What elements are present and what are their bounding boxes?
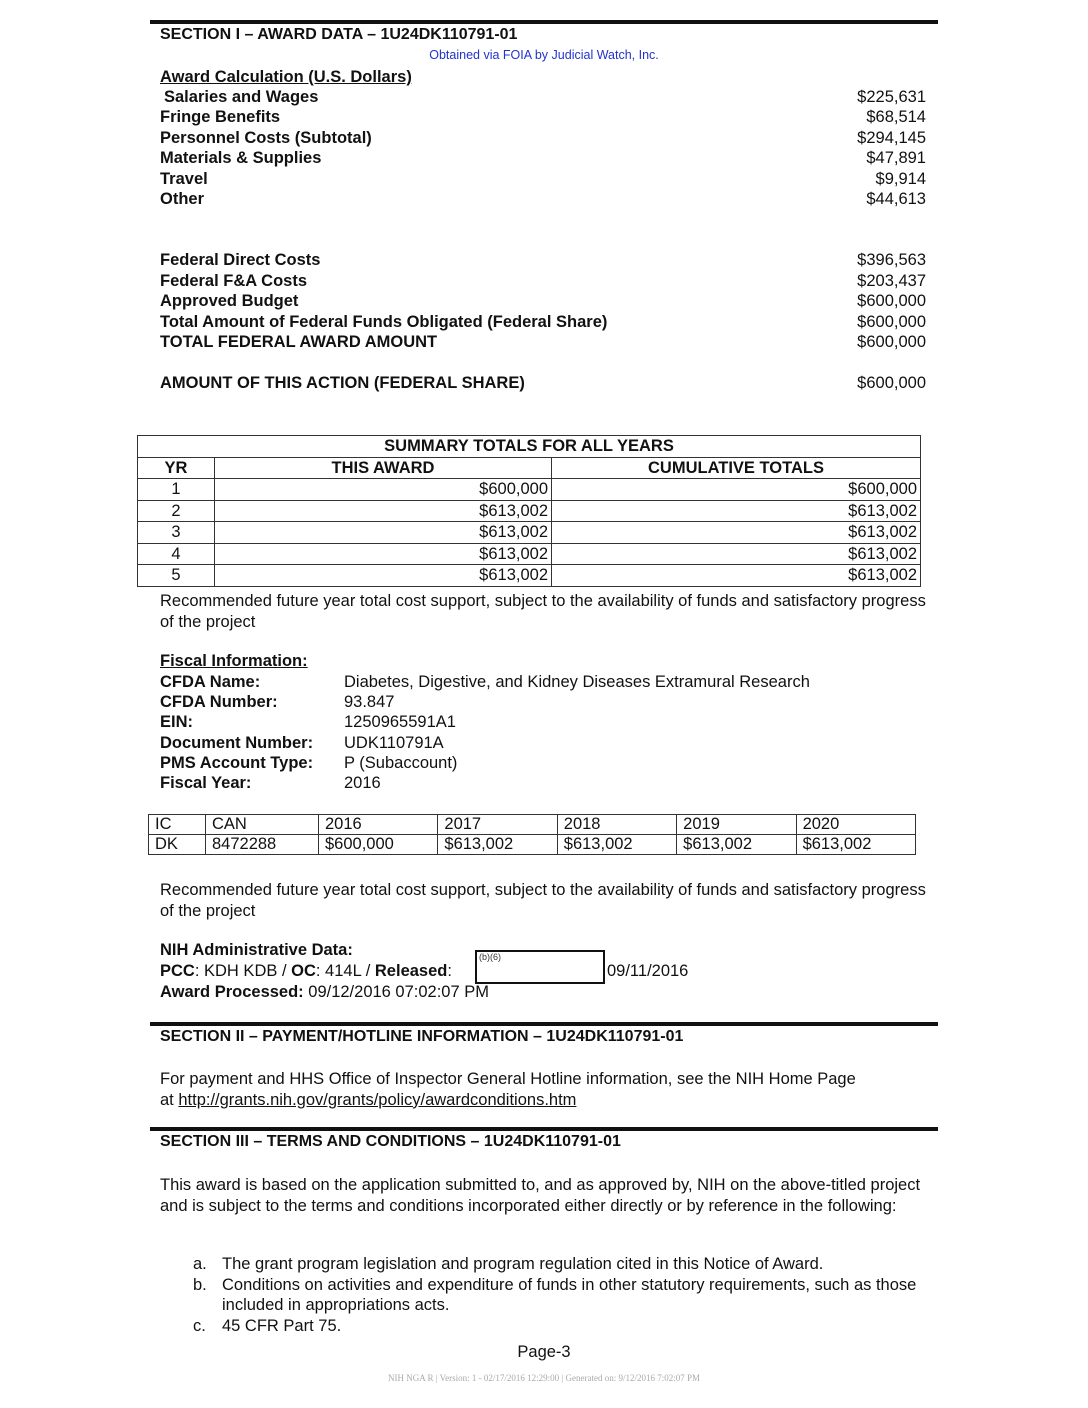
table-row bbox=[138, 543, 921, 565]
this-award-cell: $613,002 bbox=[215, 543, 552, 565]
line-label: Materials & Supplies bbox=[160, 149, 322, 167]
payment-at: at bbox=[160, 1090, 179, 1109]
col-header: 2017 bbox=[438, 815, 557, 835]
fiscal-value: 1250965591A1 bbox=[344, 713, 456, 731]
total-label: Total Amount of Federal Funds Obligated (Federal Share) bbox=[160, 313, 608, 331]
table-row bbox=[149, 835, 916, 855]
list-marker: a. bbox=[193, 1255, 207, 1273]
cell: $613,002 bbox=[796, 835, 915, 855]
cell: 8472288 bbox=[206, 835, 319, 855]
line-label: Travel bbox=[160, 170, 208, 188]
section-divider bbox=[150, 1022, 938, 1026]
col-header: 2016 bbox=[319, 815, 438, 835]
processed-value: 09/12/2016 07:02:07 PM bbox=[303, 983, 489, 1001]
payment-text: For payment and HHS Office of Inspector General Hotline information, see the NIH Home Page bbox=[160, 1070, 856, 1088]
col-header: CUMULATIVE TOTALS bbox=[552, 457, 921, 479]
fiscal-value: Diabetes, Digestive, and Kidney Diseases Extramural Research bbox=[344, 673, 810, 691]
can-note: Recommended future year total cost support, subject to the availability of funds and satisfactory progress of the project bbox=[160, 881, 926, 920]
action-label: AMOUNT OF THIS ACTION (FEDERAL SHARE) bbox=[160, 374, 525, 392]
col-header: 2019 bbox=[677, 815, 796, 835]
total-value: $396,563 bbox=[857, 251, 926, 269]
line-value: $9,914 bbox=[875, 170, 926, 188]
total-value: $600,000 bbox=[857, 292, 926, 310]
line-value: $294,145 bbox=[857, 129, 926, 147]
cell: $613,002 bbox=[557, 835, 676, 855]
col-header: YR bbox=[138, 457, 215, 479]
fiscal-label: CFDA Number: bbox=[160, 693, 278, 711]
total-label: Federal Direct Costs bbox=[160, 251, 321, 269]
cell: $600,000 bbox=[319, 835, 438, 855]
table-row bbox=[138, 479, 921, 501]
cell: $613,002 bbox=[677, 835, 796, 855]
section-divider bbox=[150, 1127, 938, 1131]
section-1-title: SECTION I – AWARD DATA – 1U24DK110791-01 bbox=[160, 26, 518, 43]
total-value: $203,437 bbox=[857, 272, 926, 290]
released-label: Released bbox=[374, 962, 448, 980]
fiscal-heading: Fiscal Information: bbox=[160, 652, 308, 670]
list-item bbox=[160, 1275, 930, 1316]
year-cell: 4 bbox=[138, 543, 215, 565]
this-award-cell: $613,002 bbox=[215, 522, 552, 544]
redaction-code: (b)(6) bbox=[479, 952, 501, 962]
pcc-label: PCC bbox=[160, 962, 195, 980]
released-colon: : bbox=[447, 962, 452, 980]
pcc-value: : KDH KDB / bbox=[194, 962, 292, 980]
summary-totals-table bbox=[137, 435, 921, 587]
this-award-cell: $613,002 bbox=[215, 500, 552, 522]
line-value: $225,631 bbox=[857, 88, 926, 106]
line-label: Other bbox=[160, 190, 205, 208]
col-header: CAN bbox=[206, 815, 319, 835]
cumulative-cell: $613,002 bbox=[552, 522, 921, 544]
this-award-cell: $613,002 bbox=[215, 565, 552, 587]
fiscal-value: P (Subaccount) bbox=[344, 754, 458, 772]
list-text: The grant program legislation and program regulation cited in this Notice of Award. bbox=[222, 1255, 824, 1273]
list-item bbox=[160, 1316, 930, 1337]
col-header: IC bbox=[149, 815, 206, 835]
table-row bbox=[138, 500, 921, 522]
col-header: THIS AWARD bbox=[215, 457, 552, 479]
table-row bbox=[138, 522, 921, 544]
cumulative-cell: $600,000 bbox=[552, 479, 921, 501]
page-number: Page-3 bbox=[517, 1343, 571, 1361]
fiscal-label: CFDA Name: bbox=[160, 673, 261, 691]
generation-footer: NIH NGA R | Version: 1 - 02/17/2016 12:29:00 | Generated on: 9/12/2016 7:02:07 PM bbox=[388, 1373, 700, 1383]
pcc-line bbox=[160, 962, 452, 981]
cumulative-cell: $613,002 bbox=[552, 500, 921, 522]
line-value: $68,514 bbox=[866, 108, 926, 126]
total-value: $600,000 bbox=[857, 333, 926, 351]
foia-watermark: Obtained via FOIA by Judicial Watch, Inc. bbox=[429, 48, 659, 62]
action-value: $600,000 bbox=[857, 374, 926, 392]
admin-heading: NIH Administrative Data: bbox=[160, 941, 353, 959]
payment-info bbox=[160, 1069, 930, 1110]
line-value: $47,891 bbox=[866, 149, 926, 167]
fiscal-value: UDK110791A bbox=[344, 734, 444, 752]
this-award-cell: $600,000 bbox=[215, 479, 552, 501]
fiscal-label: Fiscal Year: bbox=[160, 774, 252, 792]
section-divider bbox=[150, 20, 938, 24]
fiscal-value: 2016 bbox=[344, 774, 381, 792]
list-marker: b. bbox=[193, 1275, 207, 1294]
processed-line bbox=[160, 983, 489, 1002]
cumulative-cell: $613,002 bbox=[552, 565, 921, 587]
fiscal-label: Document Number: bbox=[160, 734, 314, 752]
oc-label: OC bbox=[291, 962, 316, 980]
oc-value: : 414L / bbox=[315, 962, 375, 980]
section-2-title: SECTION II – PAYMENT/HOTLINE INFORMATION – 1U24DK110791-01 bbox=[160, 1028, 684, 1045]
released-date: 09/11/2016 bbox=[607, 962, 689, 980]
year-cell: 3 bbox=[138, 522, 215, 544]
cell: $613,002 bbox=[438, 835, 557, 855]
summary-title: SUMMARY TOTALS FOR ALL YEARS bbox=[138, 436, 921, 458]
year-cell: 1 bbox=[138, 479, 215, 501]
year-cell: 2 bbox=[138, 500, 215, 522]
cumulative-cell: $613,002 bbox=[552, 543, 921, 565]
fiscal-label: PMS Account Type: bbox=[160, 754, 314, 772]
table-header-row bbox=[149, 815, 916, 835]
total-label: TOTAL FEDERAL AWARD AMOUNT bbox=[160, 333, 438, 351]
list-text: 45 CFR Part 75. bbox=[222, 1316, 342, 1335]
total-value: $600,000 bbox=[857, 313, 926, 331]
list-item bbox=[160, 1254, 930, 1275]
total-label: Approved Budget bbox=[160, 292, 299, 310]
fiscal-label: EIN: bbox=[160, 713, 193, 731]
list-marker: c. bbox=[193, 1316, 206, 1335]
line-value: $44,613 bbox=[866, 190, 926, 208]
summary-note: Recommended future year total cost support, subject to the availability of funds and satisfactory progress of the project bbox=[160, 592, 926, 631]
can-funding-table bbox=[148, 814, 916, 855]
col-header: 2020 bbox=[796, 815, 915, 835]
list-text: Conditions on activities and expenditure of funds in other statutory requirements, such as those included in appropriations acts. bbox=[222, 1275, 917, 1314]
total-label: Federal F&A Costs bbox=[160, 272, 308, 290]
line-label: Personnel Costs (Subtotal) bbox=[160, 129, 372, 147]
redaction-box bbox=[475, 950, 605, 984]
table-row bbox=[138, 565, 921, 587]
award-conditions-link[interactable]: http://grants.nih.gov/grants/policy/awardconditions.htm bbox=[178, 1090, 577, 1109]
cell: DK bbox=[149, 835, 206, 855]
terms-list bbox=[160, 1254, 930, 1336]
award-calc-heading: Award Calculation (U.S. Dollars) bbox=[160, 68, 412, 86]
processed-label: Award Processed: bbox=[160, 983, 304, 1001]
section-3-title: SECTION III – TERMS AND CONDITIONS – 1U24DK110791-01 bbox=[160, 1133, 621, 1150]
fiscal-value: 93.847 bbox=[344, 693, 395, 711]
line-label: Fringe Benefits bbox=[160, 108, 281, 126]
line-label: Salaries and Wages bbox=[164, 88, 319, 106]
year-cell: 5 bbox=[138, 565, 215, 587]
terms-intro: This award is based on the application submitted to, and as approved by, NIH on the above-titled project and is subject to the terms and conditions incorporated either directly or by reference in the following: bbox=[160, 1176, 921, 1215]
col-header: 2018 bbox=[557, 815, 676, 835]
